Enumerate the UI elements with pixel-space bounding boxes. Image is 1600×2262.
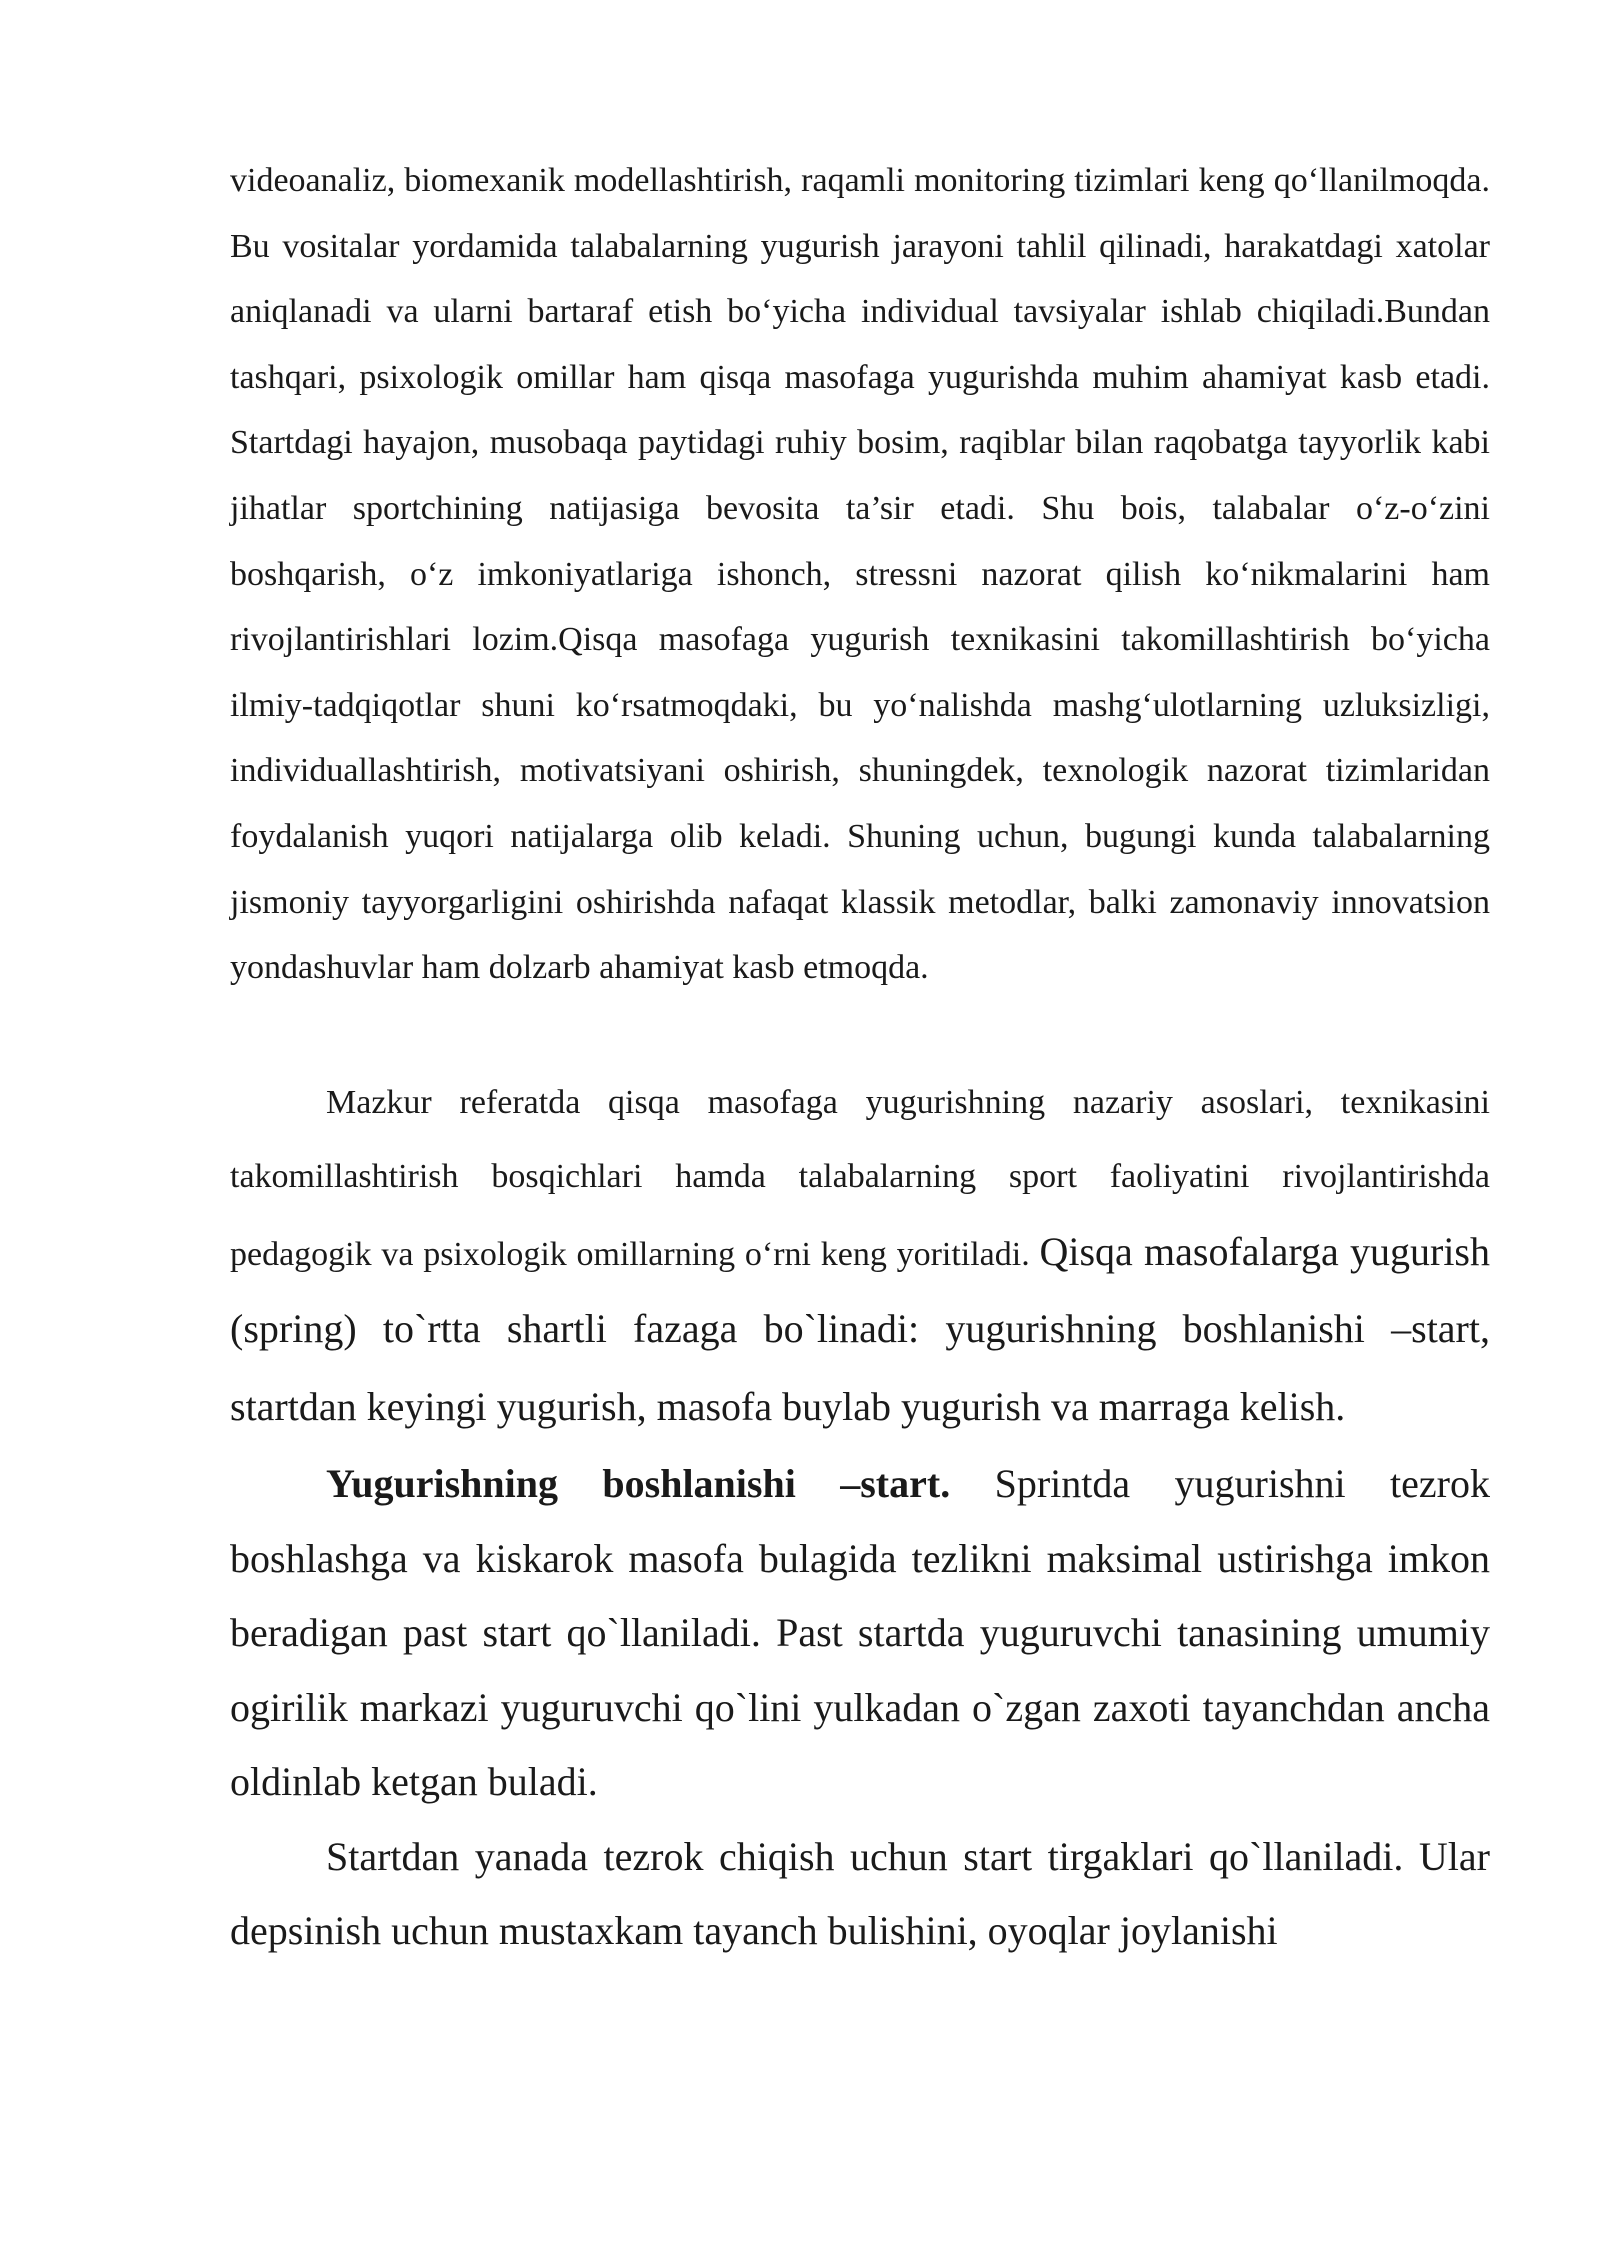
section-heading-start: Yugurishning boshlanishi –start. [326,1461,951,1507]
paragraph-start-blocks: Startdan yanada tezrok chiqish uchun start tirgaklari qo`llaniladi. Ular depsinish uchun mustaxkam tayanch bulishini, oyoqlar joylanishi [230,1833,1490,1954]
introduction-text: Mazkur referatda qisqa masofaga yugurishning nazariy asoslari, texnikasini takomillashtirish bosqichlari hamda talabalarning sport faoliyatini rivojlantirishda pedagogik va psixologik omillarning o‘rni keng yoritiladi. [230,1083,1490,1273]
paragraph-start-phase [230,1447,1490,1820]
document-page [230,148,1490,1969]
paragraph-introduction [230,1066,1490,1448]
paragraph-innovations: videoanaliz, biomexanik modellashtirish, raqamli monitoring tizimlari keng qo‘llanilmoqda. Bu vositalar yordamida talabalarning yugurish jarayoni tahlil qilinadi, harakatdagi xatolar aniqlanadi va ularni bartaraf etish bo‘yicha individual tavsiyalar ishlab chiqiladi.Bundan tashqari, psixologik omillar ham qisqa masofaga yugurishda muhim ahamiyat kasb etadi. Startdagi hayajon, musobaqa paytidagi ruhiy bosim, raqiblar bilan raqobatga tayyorlik kabi jihatlar sportchining natijasiga bevosita ta’sir etadi. Shu bois, talabalar o‘z-o‘zini boshqarish, o‘z imkoniyatlariga ishonch, stressni nazorat qilish ko‘nikmalarini ham rivojlantirishlari lozim.Qisqa masofaga yugurish texnikasini takomillashtirish bo‘yicha ilmiy-tadqiqotlar shuni ko‘rsatmoqdaki, bu yo‘nalishda mashg‘ulotlarning uzluksizligi, individuallashtirish, motivatsiyani oshirish, shuningdek, texnologik nazorat tizimlaridan foydalanish yuqori natijalarga olib keladi. Shuning uchun, bugungi kunda talabalarning jismoniy tayyorgarligini oshirishda nafaqat klassik metodlar, balki zamonaviy innovatsion yondashuvlar ham dolzarb ahamiyat kasb etmoqda. [230,162,1490,987]
sprint-phases-text: Qisqa masofalarga yugurish (spring) to`rtta shartli fazaga bo`linadi: yugurishning boshlanishi –start, startdan keyingi yugurish, masofa buylab yugurish va marraga kelish. [230,1228,1491,1429]
start-phase-text: Sprintda yugurishni tezrok boshlashga va kiskarok masofa bulagida tezlikni maksimal ustirishga imkon beradigan past start qo`llaniladi. Past startda yuguruvchi tanasining umumiy ogirilik markazi yuguruvchi qo`lini yulkadan o`zgan zaxoti tayanchdan ancha oldinlab ketgan buladi. [230,1461,1490,1805]
